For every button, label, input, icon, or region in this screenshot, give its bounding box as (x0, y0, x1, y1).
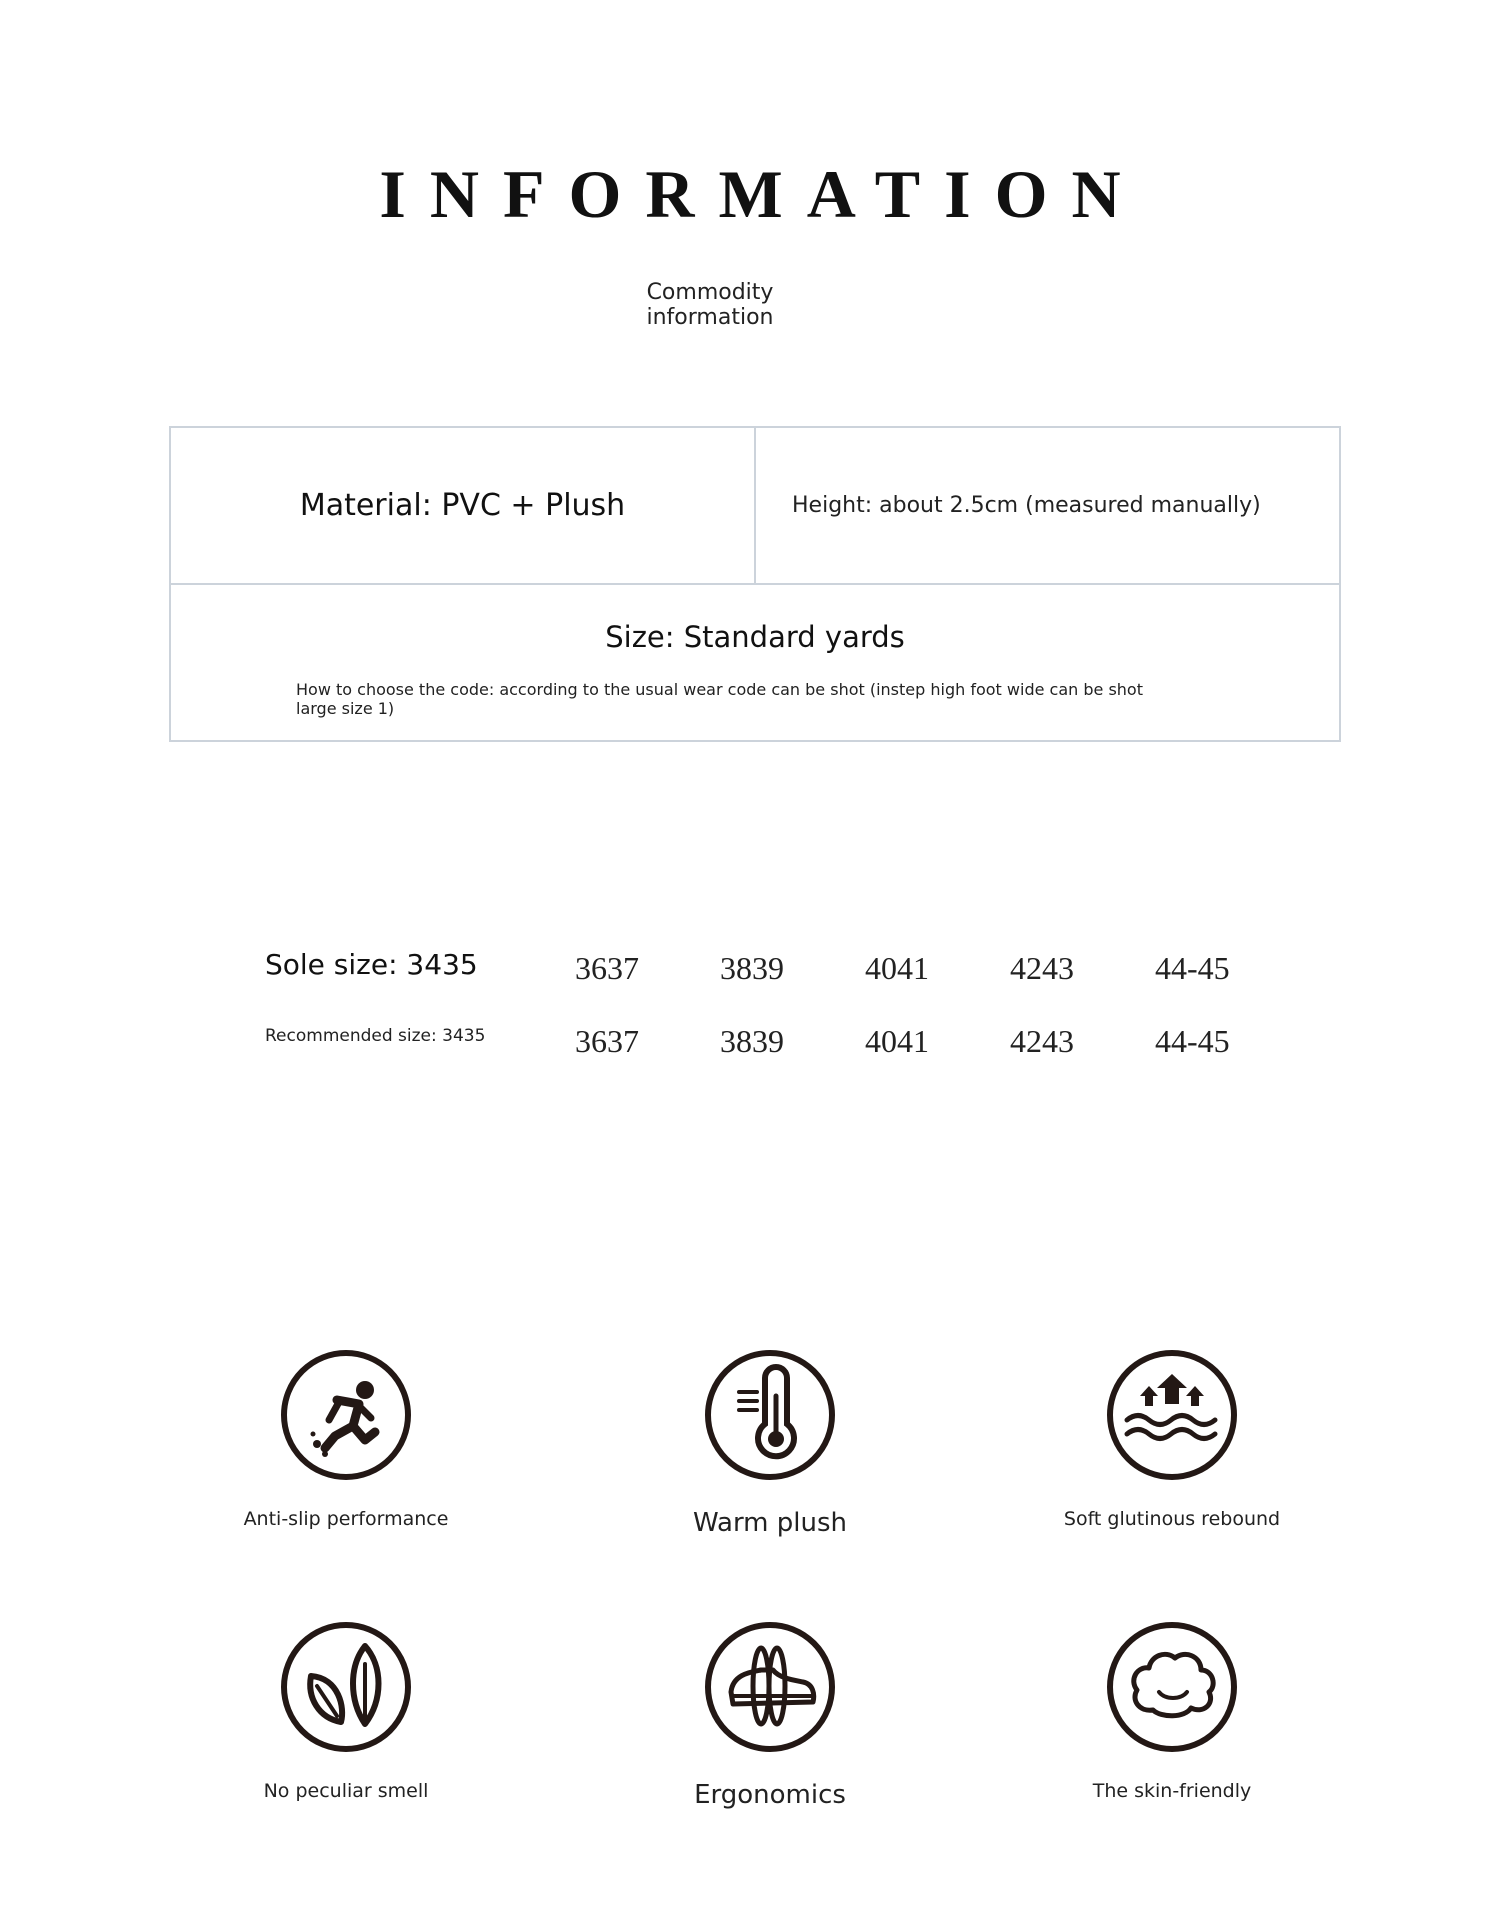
recommended-size-value: 3839 (720, 1023, 784, 1059)
recommended-size-value: 4243 (1010, 1023, 1074, 1059)
height-cell: Height: about 2.5cm (measured manually) (792, 493, 1261, 518)
sole-size-value: 3839 (720, 950, 784, 986)
material-cell: Material: PVC + Plush (299, 488, 626, 523)
sole-size-value: 4041 (865, 950, 929, 986)
rebound-wave-icon (1105, 1348, 1239, 1482)
size-note: How to choose the code: according to the usual wear code can be shot (instep high foot wide can be shot large size 1) (296, 680, 1143, 718)
sole-size-value: 3637 (575, 950, 639, 986)
feature-label: Anti-slip performance (243, 1508, 449, 1530)
feature-label: Ergonomics (694, 1780, 846, 1810)
size-title: Size: Standard yards (605, 620, 905, 654)
recommended-size-value: 3637 (575, 1023, 639, 1059)
sole-size-value: 44-45 (1155, 950, 1230, 986)
feature-skin-friendly (1022, 1620, 1322, 1802)
recommended-size-value: 4041 (865, 1023, 929, 1059)
feature-anti-slip (196, 1348, 496, 1530)
feature-warm-plush (620, 1348, 920, 1538)
thermometer-icon (703, 1348, 837, 1482)
feature-rebound (1022, 1348, 1322, 1530)
feature-label: The skin-friendly (1092, 1780, 1252, 1802)
cloud-cotton-icon (1105, 1620, 1239, 1754)
slip-person-icon (279, 1348, 413, 1482)
sole-size-value: 4243 (1010, 950, 1074, 986)
leaf-icon (279, 1620, 413, 1754)
feature-label: No peculiar smell (263, 1780, 429, 1802)
feature-ergonomics (620, 1620, 920, 1810)
info-table (169, 426, 1341, 742)
feature-label: Soft glutinous rebound (1063, 1508, 1281, 1530)
recommended-size-value: 44-45 (1155, 1023, 1230, 1059)
sole-size-label: Sole size: 3435 (265, 948, 478, 981)
feature-grid (0, 1348, 1500, 1828)
feature-no-smell (196, 1620, 496, 1802)
page-subtitle: Commodity information (646, 280, 774, 330)
recommended-size-label: Recommended size: 3435 (265, 1026, 486, 1046)
table-divider-horizontal (171, 583, 1339, 585)
page-title: INFORMATION (379, 156, 1145, 232)
feature-label: Warm plush (692, 1508, 848, 1538)
shoe-ergonomics-icon (703, 1620, 837, 1754)
